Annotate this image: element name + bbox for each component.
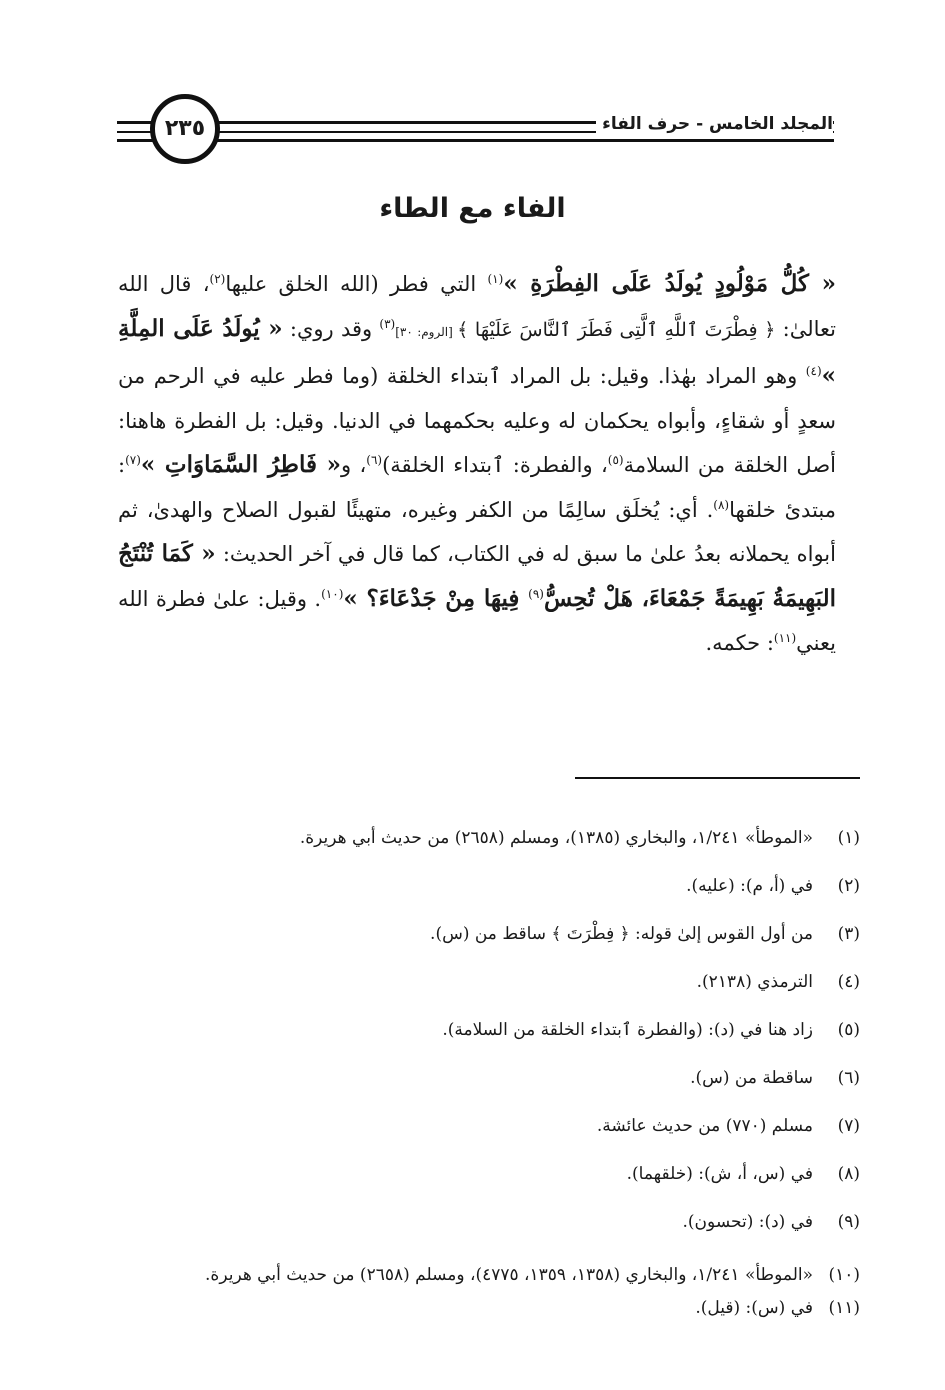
body-text: التي فطر (الله الخلق عليها xyxy=(225,272,488,296)
footnote-text: «الموطأ» ١/٢٤١، والبخاري (١٣٥٨، ١٣٥٩، ٤٧٧٥)، ومسلم (٢٦٥٨) من حديث أبي هريرة. xyxy=(205,1265,813,1285)
footnote-number: (٨) xyxy=(837,1164,860,1184)
footnote-ref[interactable]: (٢) xyxy=(209,272,226,286)
footnote-ref[interactable]: (١) xyxy=(487,272,504,286)
footnote-item xyxy=(118,1016,860,1054)
section-title: الفاء مع الطاء xyxy=(379,193,566,224)
body-text: وهو المراد بهٰذا. وقيل: بل المراد ٱبتداء الخلقة (وما فطر عليه في الرحم من سعدٍ أو شقاءٍ، وأبواه يحكمان له وعليه بحكمهما في الدنيا. وقيل: بل الفطرة هاهنا: أصل الخلقة من السلامة xyxy=(118,364,836,477)
footnote-item xyxy=(118,824,860,862)
footnote-item xyxy=(118,920,860,958)
footnote-number: (٥) xyxy=(837,1020,860,1040)
footnote-number: (١) xyxy=(837,828,860,848)
quran-verse: ﴿ فِطْرَتَ ٱللَّهِ ٱلَّتِى فَطَرَ ٱلنَّاسَ عَلَيْهَا ﴾ xyxy=(457,318,776,341)
footnote-number: (٤) xyxy=(837,972,860,992)
body-text: ، قال الله تعالىٰ: xyxy=(118,272,836,341)
footnote-ref[interactable]: (١١) xyxy=(773,631,797,645)
verse-reference: [الروم: ٣٠] xyxy=(395,324,458,339)
footnotes-list xyxy=(118,824,860,1342)
footnote-text: من أول القوس إلىٰ قوله: ﴿ فِطْرَتَ ﴾ ساقط من (س). xyxy=(430,924,813,944)
footnote-ref[interactable]: (١٠) xyxy=(321,586,344,601)
hadith-quote: « كَمَا تُنْتَجُ البَهِيمَةُ بَهِيمَةً جَمْعَاءَ، هَلْ تُحِسُّ xyxy=(118,540,836,612)
footnote-number: (١٠) xyxy=(828,1265,860,1285)
footnote-item xyxy=(118,968,860,1006)
footnote-item xyxy=(118,872,860,910)
header-rule xyxy=(117,139,834,142)
footnote-item xyxy=(118,1112,860,1150)
footnote-item xyxy=(118,1064,860,1102)
footnote-text: في (أ، م): (عليه). xyxy=(686,876,813,896)
footnote-text: في (د): (تحسون). xyxy=(682,1212,813,1232)
footnote-text: في (س): (قيل). xyxy=(695,1298,813,1318)
running-title: المجلد الخامس - حرف الفاء xyxy=(596,114,833,134)
footnote-text: في (س، أ، ش): (خلقهما). xyxy=(626,1164,813,1184)
body-text: وقد روي: xyxy=(282,316,380,341)
footnote-number: (٢) xyxy=(837,876,860,896)
footnote-ref[interactable]: (٨) xyxy=(713,497,730,512)
footnote-ref[interactable]: (٣) xyxy=(379,316,396,331)
footnote-number: (٧) xyxy=(837,1116,860,1136)
footnote-text: الترمذي (٢١٣٨). xyxy=(696,972,813,992)
footnote-item xyxy=(118,1294,860,1332)
footnote-text: «الموطأ» ١/٢٤١، والبخاري (١٣٨٥)، ومسلم (٢٦٥٨) من حديث أبي هريرة. xyxy=(299,828,813,848)
footnote-item xyxy=(118,1208,860,1246)
footnote-ref[interactable]: (٤) xyxy=(805,364,822,378)
footnote-ref[interactable]: (٥) xyxy=(607,453,624,467)
body-text: : حكمه. xyxy=(705,631,774,655)
page-number: ٢٣٥ xyxy=(164,116,206,141)
footnote-ref[interactable]: (٦) xyxy=(366,453,383,467)
footnote-number: (٦) xyxy=(837,1068,860,1088)
footnote-separator xyxy=(575,777,860,779)
footnote-item xyxy=(118,1256,860,1294)
body-text: . أي: يُخلَق سالِمًا من الكفر وغيره، متهيئًا لقبول الصلاح والهدىٰ، ثم أبواه يحملانه بعدُ علىٰ ما سبق له في الكتاب، كما قال في آخر الحديث: xyxy=(118,497,836,566)
hadith-quote: « يُولَدُ عَلَى المِلَّةِ » xyxy=(118,314,836,389)
footnote-text: زاد هنا في (د): (والفطرة ٱبتداء الخلقة من السلامة). xyxy=(442,1020,813,1040)
body-text: . وقيل: علىٰ فطرة الله يعني xyxy=(118,586,836,655)
body-text: ، و xyxy=(341,453,367,477)
quran-quote: « فَاطِرُ السَّمَاوَاتِ » xyxy=(140,451,341,478)
hadith-quote: فِيهَا مِنْ جَدْعَاءَ؟ » xyxy=(343,584,529,612)
footnote-ref[interactable]: (٧) xyxy=(125,453,141,467)
body-paragraph xyxy=(118,262,836,666)
footnote-item xyxy=(118,1160,860,1198)
footnote-text: مسلم (٧٧٠) من حديث عائشة. xyxy=(596,1116,813,1136)
body-text: : مبتدئ خلقها xyxy=(118,453,836,522)
body-text: ، والفطرة: ٱبتداء الخلقة) xyxy=(382,453,608,477)
footnote-number: (٣) xyxy=(837,924,860,944)
footnote-text: ساقطة من (س). xyxy=(690,1068,813,1088)
hadith-quote: « كُلُّ مَوْلُودٍ يُولَدُ عَلَى الفِطْرَةِ » xyxy=(503,270,836,297)
footnote-number: (١١) xyxy=(828,1298,860,1318)
footnote-number: (٩) xyxy=(837,1212,860,1232)
footnote-ref[interactable]: (٩) xyxy=(528,586,544,601)
